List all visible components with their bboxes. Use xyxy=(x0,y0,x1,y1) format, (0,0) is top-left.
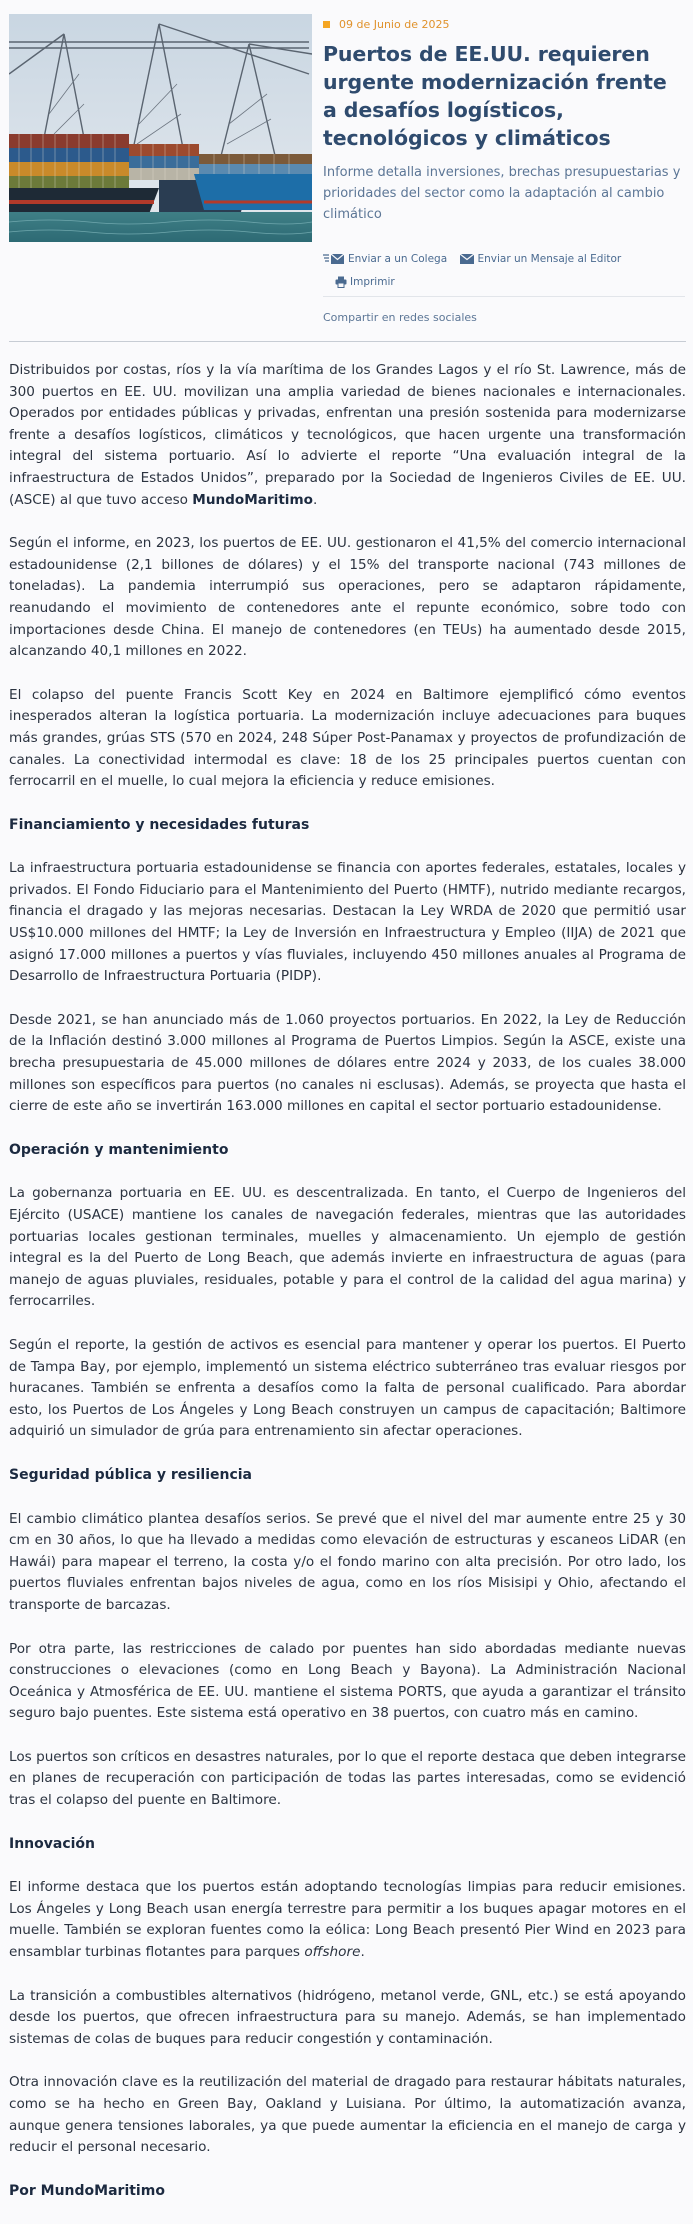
paragraph-2: Según el informe, en 2023, los puertos de EE. UU. gestionaron el 41,5% del comercio internacional estadounidense (2,1 billones de dólares) y el 15% del transporte nacional (743 millones de toneladas). La pandemia interrumpió sus operaciones, pero se adaptaron rápidamente, reanudando el movimiento de contenedores ante el repunte económico, sobre todo con importaciones desde China. El manejo de contenedores (en TEUs) ha aumentado desde 2015, alcanzando 40,1 millones en 2022. xyxy=(9,535,686,660)
paragraph-4: La infraestructura portuaria estadounidense se financia con aportes federales, estatales, locales y privados. El Fondo Fiduciario para el Mantenimiento del Puerto (HMTF), nutrido mediante recargos, financia el dragado y las mejoras necesarias. Destacan la Ley WRDA de 2020 que permitió usar US$10.000 millones del HMTF; la Ley de Inversión en Infraestructura y Empleo (IIJA) de 2021 que asignó 17.000 millones a puertos y vías fluviales, incluyendo 450 millones anuales al Programa de Desarrollo de Infraestructura Portuaria (PIDP). xyxy=(9,860,686,985)
article-subtitle: Informe detalla inversiones, brechas presupuestarias y prioridades del sector como la adaptación al cambio climático xyxy=(323,165,681,222)
article-header xyxy=(323,14,685,324)
paragraph-5: Desde 2021, se han anunciado más de 1.060 proyectos portuarios. En 2022, la Ley de Reducción de la Inflación destinó 3.000 millones al Programa de Puertos Limpios. Según la ASCE, existe una brecha presupuestaria de 45.000 millones de dólares entre 2024 y 2033, de los cuales 38.000 millones son específicos para puertos (no canales ni esclusas). Además, se proyecta que hasta el cierre de este año se invertirán 163.000 millones en capital el sector portuario estadounidense. xyxy=(9,1011,686,1115)
date-row xyxy=(323,14,685,34)
paragraph-8: El cambio climático plantea desafíos serios. Se prevé que el nivel del mar aumente entre 25 y 30 cm en 30 años, lo que ha llevado a medidas como elevación de estructuras y escaneos LiDAR (en Hawái) para mapear el terreno, la costa y/o el fondo marino con alta precisión. Por otro lado, los puertos fluviales enfrentan bajos niveles de agua, como en los ríos Misisipi y Ohio, afectando el transporte de barcazas. xyxy=(9,1510,686,1613)
article-actions xyxy=(323,249,685,292)
mail-icon xyxy=(459,253,475,265)
send-colleague-label: Enviar a un Colega xyxy=(348,253,448,265)
header-divider xyxy=(9,341,686,342)
share-social-link[interactable]: Compartir en redes sociales xyxy=(323,311,477,324)
send-colleague-icon xyxy=(323,253,345,265)
send-editor-label: Enviar un Mensaje al Editor xyxy=(477,253,622,265)
article-date: 09 de Junio de 2025 xyxy=(339,17,450,31)
paragraph-7: Según el reporte, la gestión de activos es esencial para mantener y operar los puertos. El Puerto de Tampa Bay, por ejemplo, implementó un sistema eléctrico subterráneo tras evaluar riesgos por huracanes. También se enfrenta a desafíos como la falta de personal cualificado. Para abordar esto, los Puertos de Los Ángeles y Long Beach construyen un campus de capacitación; Baltimore adquirió un simulador de grúa para entrenamiento sin afectar operaciones. xyxy=(9,1336,686,1440)
section-heading-innovacion: Innovación xyxy=(9,1835,96,1852)
article-title: Puertos de EE.UU. requieren urgente modernización frente a desafíos logísticos, tecnológicos y climáticos xyxy=(323,42,667,150)
brand-mention: MundoMaritimo xyxy=(192,491,313,508)
hero-image-port-cranes xyxy=(9,14,312,242)
paragraph-13: Otra innovación clave es la reutilización del material de dragado para restaurar hábitats naturales, como se ha hecho en Green Bay, Oakland y Luisiana. Por último, la automatización avanza, aunque genera tensiones laborales, ya que puede aumentar la eficiencia en el manejo de carga y reducir el personal necesario. xyxy=(9,2074,686,2156)
send-editor-link[interactable] xyxy=(459,249,622,269)
print-link[interactable] xyxy=(335,272,395,292)
send-colleague-link[interactable] xyxy=(323,249,447,269)
paragraph-12: La transición a combustibles alternativos (hidrógeno, metanol verde, GNL, etc.) se está apoyando desde los puertos, que ofrecen infraestructura para su manejo. Además, se han implementado sistemas de colas de buques para reducir congestión y contaminación. xyxy=(9,1987,686,2047)
paragraph-10: Los puertos son críticos en desastres naturales, por lo que el reporte destaca que deben integrarse en planes de recuperación con participación de todas las partes interesadas, como se evidenció tras el colapso del puente en Baltimore. xyxy=(9,1748,686,1809)
section-heading-seguridad: Seguridad pública y resiliencia xyxy=(9,1466,252,1483)
date-marker-icon xyxy=(323,21,330,28)
paragraph-9: Por otra parte, las restricciones de calado por puentes han sido abordadas mediante nuevas construcciones o elevaciones (como en Long Beach y Bayona). La Administración Nacional Oceánica y Atmosférica de EE. UU. mantiene el sistema PORTS, que ayuda a garantizar el tránsito seguro bajo puentes. Este sistema está operativo en 38 puertos, con cuatro más en camino. xyxy=(9,1640,686,1722)
paragraph-6: La gobernanza portuaria en EE. UU. es descentralizada. En tanto, el Cuerpo de Ingenieros del Ejército (USACE) mantiene los canales de navegación federales, mientras que las autoridades portuarias locales gestionan terminales, muelles y almacenamiento. Un ejemplo de gestión integral es la del Puerto de Long Beach, que además invierte en infraestructura de aguas (para manejo de aguas pluviales, residuales, potable y para el control de la calidad del agua marina) y ferrocarriles. xyxy=(9,1185,686,1310)
section-heading-financiamiento: Financiamiento y necesidades futuras xyxy=(9,816,310,833)
article-body xyxy=(9,360,686,2224)
printer-icon xyxy=(335,276,347,288)
print-label: Imprimir xyxy=(350,276,395,288)
byline: Por MundoMaritimo xyxy=(9,2182,165,2199)
paragraph-11: El informe destaca que los puertos están adoptando tecnologías limpias para reducir emisiones. Los Ángeles y Long Beach usan energía terrestre para permitir a los buques apagar motores en el muelle. También se exploran fuentes como la eólica: Long Beach presentó Pier Wind en 2023 para ensamblar turbinas flotantes para parques offshore. xyxy=(9,1879,686,1961)
paragraph-1: Distribuidos por costas, ríos y la vía marítima de los Grandes Lagos y el río St. Lawrence, más de 300 puertos en EE. UU. movilizan una amplia variedad de bienes nacionales e internacionales. Operados por entidades públicas y privadas, enfrentan una presión sostenida para modernizarse frente a desafíos logísticos, climáticos y tecnológicos, que hacen urgente una transformación integral del sistema portuario. Así lo advierte el reporte “Una evaluación integral de la infraestructura de Estados Unidos”, preparado por la Sociedad de Ingenieros Civiles de EE. UU. (ASCE) al que tuvo acceso MundoMaritimo. xyxy=(9,362,686,508)
section-heading-operacion: Operación y mantenimiento xyxy=(9,1141,229,1158)
paragraph-3: El colapso del puente Francis Scott Key en 2024 en Baltimore ejemplificó cómo eventos inesperados alteran la logística portuaria. La modernización incluye adecuaciones para buques más grandes, grúas STS (570 en 2024, 248 Súper Post-Panamax y proyectos de profundización de canales. La conectividad intermodal es clave: 18 de los 25 principales puertos cuentan con ferrocarril en el muelle, lo cual mejora la eficiencia y reduce emisiones. xyxy=(9,686,686,790)
actions-divider xyxy=(323,296,685,297)
